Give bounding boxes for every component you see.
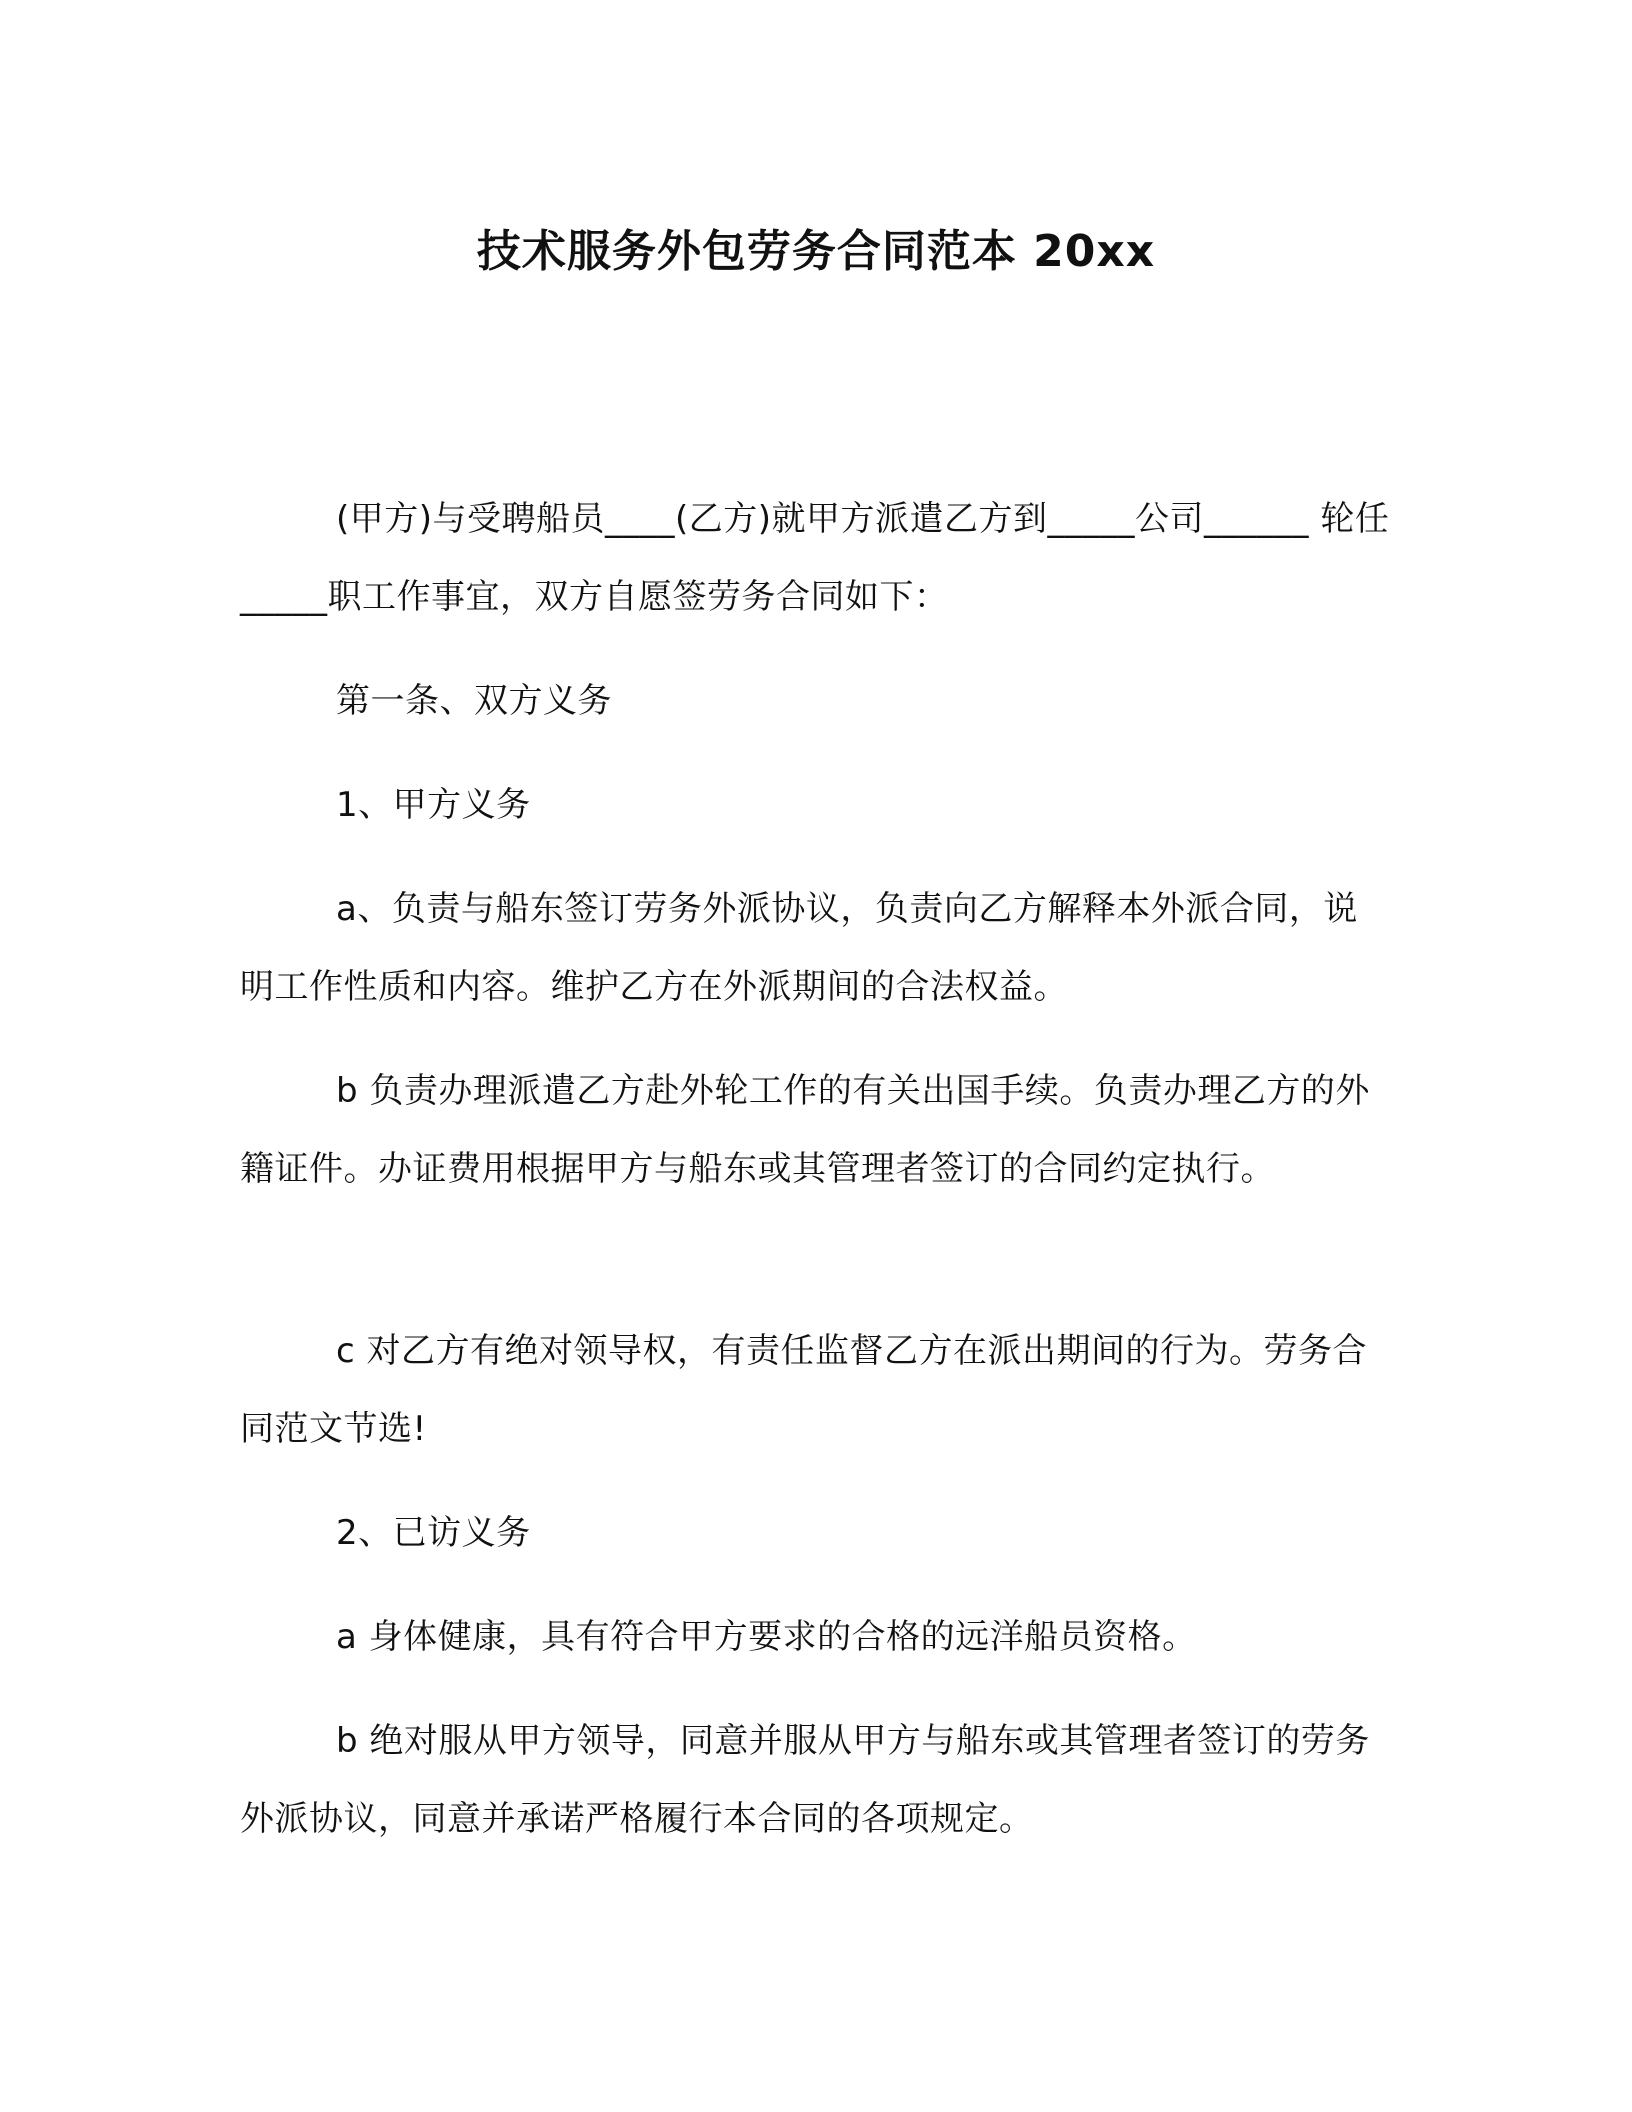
subsection-heading-party-b: 2、已访义务: [336, 1513, 531, 1553]
document-title: 技术服务外包劳务合同范本 20xx: [476, 226, 1156, 277]
paragraph-party-b-item-b: b 绝对服从甲方领导，同意并服从甲方与船东或其管理者签订的劳务外派协议，同意并承诺严格履行本合同的各项规定。: [240, 1721, 1370, 1839]
paragraph-intro: (甲方)与受聘船员____(乙方)就甲方派遣乙方到_____公司______ 轮任_____职工作事宜，双方自愿签劳务合同如下：: [240, 499, 1390, 617]
section-heading-article-1: 第一条、双方义务: [336, 681, 612, 721]
paragraph-party-a-item-c: c 对乙方有绝对领导权，有责任监督乙方在派出期间的行为。劳务合同范文节选!: [240, 1331, 1367, 1449]
paragraph-party-b-item-a: a 身体健康，具有符合甲方要求的合格的远洋船员资格。: [336, 1617, 1197, 1657]
subsection-heading-party-a: 1、甲方义务: [336, 785, 531, 825]
paragraph-party-a-item-a: a、负责与船东签订劳务外派协议，负责向乙方解释本外派合同，说明工作性质和内容。维护乙方在外派期间的合法权益。: [240, 889, 1358, 1007]
paragraph-party-a-item-b: b 负责办理派遣乙方赴外轮工作的有关出国手续。负责办理乙方的外籍证件。办证费用根据甲方与船东或其管理者签订的合同约定执行。: [240, 1071, 1370, 1189]
